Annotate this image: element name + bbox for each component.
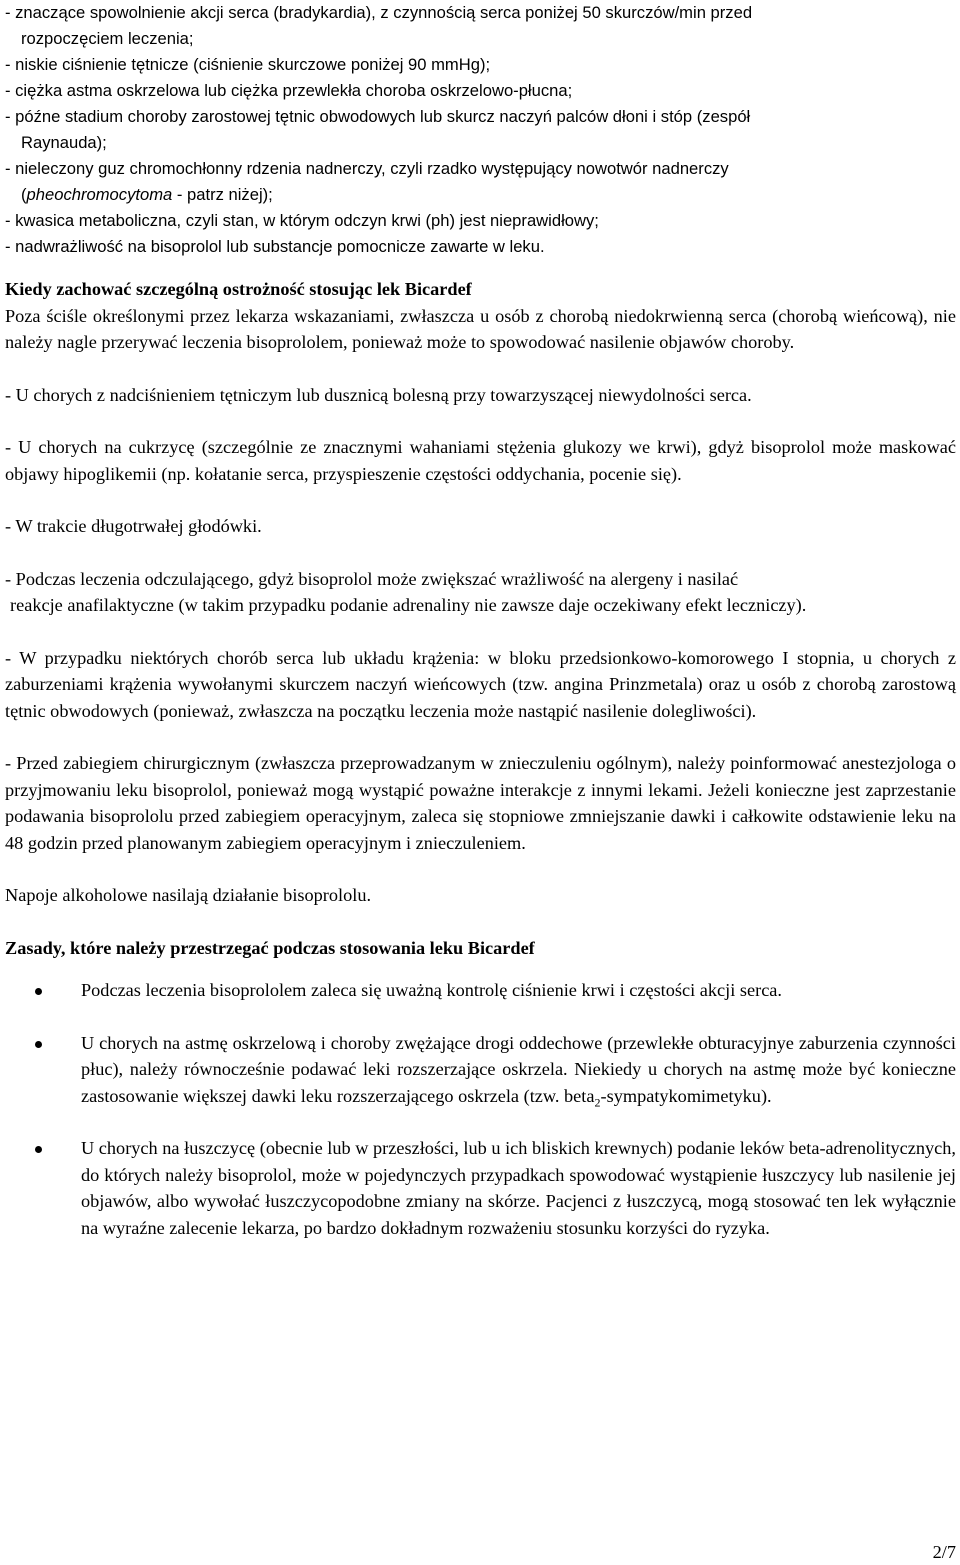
- pheochromocytoma-term: pheochromocytoma: [26, 185, 173, 204]
- contraindications-list: [5, 0, 956, 260]
- precaution-item: - W trakcie długotrwałej głodówki.: [5, 516, 262, 536]
- precaution-item: - U chorych z nadciśnieniem tętniczym lub dusznicą bolesną przy towarzyszącej niewydolności serca.: [5, 384, 752, 405]
- contraindication-line: - nadwrażliwość na bisoprolol lub substancje pomocnicze zawarte w leku.: [5, 237, 545, 256]
- contraindication-line: - znaczące spowolnienie akcji serca (bradykardia), z czynnością serca poniżej 50 skurczów/min przed: [5, 3, 753, 22]
- document-page: [5, 0, 956, 1267]
- contraindication-line: - nieleczony guz chromochłonny rdzenia nadnerczy, czyli rzadko występujący nowotwór nadnerczy: [5, 159, 729, 178]
- contraindication-line: rozpoczęciem leczenia;: [21, 29, 194, 48]
- contraindication-line: - późne stadium choroby zarostowej tętnic obwodowych lub skurcz naczyń palców dłoni i stóp (zespół: [5, 107, 751, 126]
- contraindication-line: Raynauda);: [21, 133, 107, 152]
- list-item: U chorych na łuszczycę (obecnie lub w przeszłości, lub u ich bliskich krewnych) podanie leków beta-adrenolitycznych, do których należy bisoprolol, może w pojedynczych przypadkach spowodować wystąpienie łuszczycy lub nasilenie jej objawów, albo wywołać łuszczycopodobne zmiany na skórze. Pacjenci z łuszczycą, mogą stosować ten lek wyłącznie na wyraźne zalecenie lekarza, po bardzo dokładnym rozważeniu stosunku korzyści do ryzyka.: [5, 1135, 956, 1241]
- precaution-item: - W przypadku niektórych chorób serca lub układu krążenia: w bloku przedsionkowo-komorowego I stopnia, u chorych z zaburzeniami krążenia wywołanymi skurczem naczyń wieńcowych (tzw. angina Prinzmetala) oraz u osób z chorobą zarostową tętnic obwodowych (ponieważ, zwłaszcza na początku leczenia może nastąpić nasilenie dolegliwości).: [5, 647, 956, 721]
- contraindication-line-pheochromocytoma: (pheochromocytoma - patrz niżej);: [21, 185, 273, 204]
- list-item: U chorych na astmę oskrzelową i choroby zwężające drogi oddechowe (przewlekłe obturacyjnye zaburzenia czynności płuc), należy równocześnie podawać leki rozszerzające oskrzela. Niekiedy u chorych na astmę może być konieczne zastosowanie większej dawki leku rozszerzającego oskrzela (tzw. beta$_2$-sympatykomimetyku).: [5, 1030, 956, 1110]
- rules-list: [5, 977, 956, 1241]
- precaution-line: reakcje anafilaktyczne (w takim przypadku podanie adrenaliny nie zawsze daje oczekiwany efekt leczniczy).: [10, 595, 807, 615]
- list-item: Podczas leczenia bisoprololem zaleca się uważną kontrolę ciśnienie krwi i częstości akcji serca.: [5, 977, 956, 1004]
- alcohol-note: Napoje alkoholowe nasilają działanie bisoprololu.: [5, 885, 372, 905]
- page-number: 2/7: [932, 1542, 956, 1562]
- bullet-icon: [35, 1041, 42, 1048]
- contraindication-line: - kwasica metaboliczna, czyli stan, w którym odczyn krwi (ph) jest nieprawidłowy;: [5, 211, 599, 230]
- precautions-intro: Poza ściśle określonymi przez lekarza wskazaniami, zwłaszcza u osób z chorobą niedokrwienną serca (chorobą wieńcową), nie należy nagle przerywać leczenia bisoprololem, ponieważ może to spowodować nasilenie objawów choroby.: [5, 305, 956, 352]
- precaution-item-desensitization: [5, 566, 956, 619]
- contraindication-line: - niskie ciśnienie tętnicze (ciśnienie skurczowe poniżej 90 mmHg);: [5, 55, 491, 74]
- section-heading-rules: Zasady, które należy przestrzegać podczas stosowania leku Bicardef: [5, 937, 535, 958]
- precaution-line: - Podczas leczenia odczulającego, gdyż bisoprolol może zwiększać wrażliwość na alergeny i nasilać: [5, 568, 739, 589]
- contraindication-line: - ciężka astma oskrzelowa lub ciężka przewlekła choroba oskrzelowo-płucna;: [5, 81, 573, 100]
- precaution-item: - Przed zabiegiem chirurgicznym (zwłaszcza przeprowadzanym w znieczuleniu ogólnym), należy poinformować anestezjologa o przyjmowaniu leku bisoprolol, ponieważ mogą wystąpić poważne interakcje z innymi lekami. Jeżeli konieczne jest zaprzestanie podawania bisoprololu przed zabiegiem operacyjnym, zaleca się stopniowe zmniejszanie dawki i całkowite odstawienie leku na 48 godzin przed planowanym zabiegiem operacyjnym i znieczuleniem.: [5, 753, 956, 853]
- section-heading-precautions: Kiedy zachować szczególną ostrożność stosując lek Bicardef: [5, 279, 472, 299]
- precaution-item: - U chorych na cukrzycę (szczególnie ze znacznymi wahaniami stężenia glukozy we krwi), gdyż bisoprolol może maskować objawy hipoglikemii (np. kołatanie serca, przyspieszenie częstości oddychania, pocenie się).: [5, 437, 956, 484]
- bullet-icon: [35, 1146, 42, 1153]
- bullet-icon: [35, 988, 42, 995]
